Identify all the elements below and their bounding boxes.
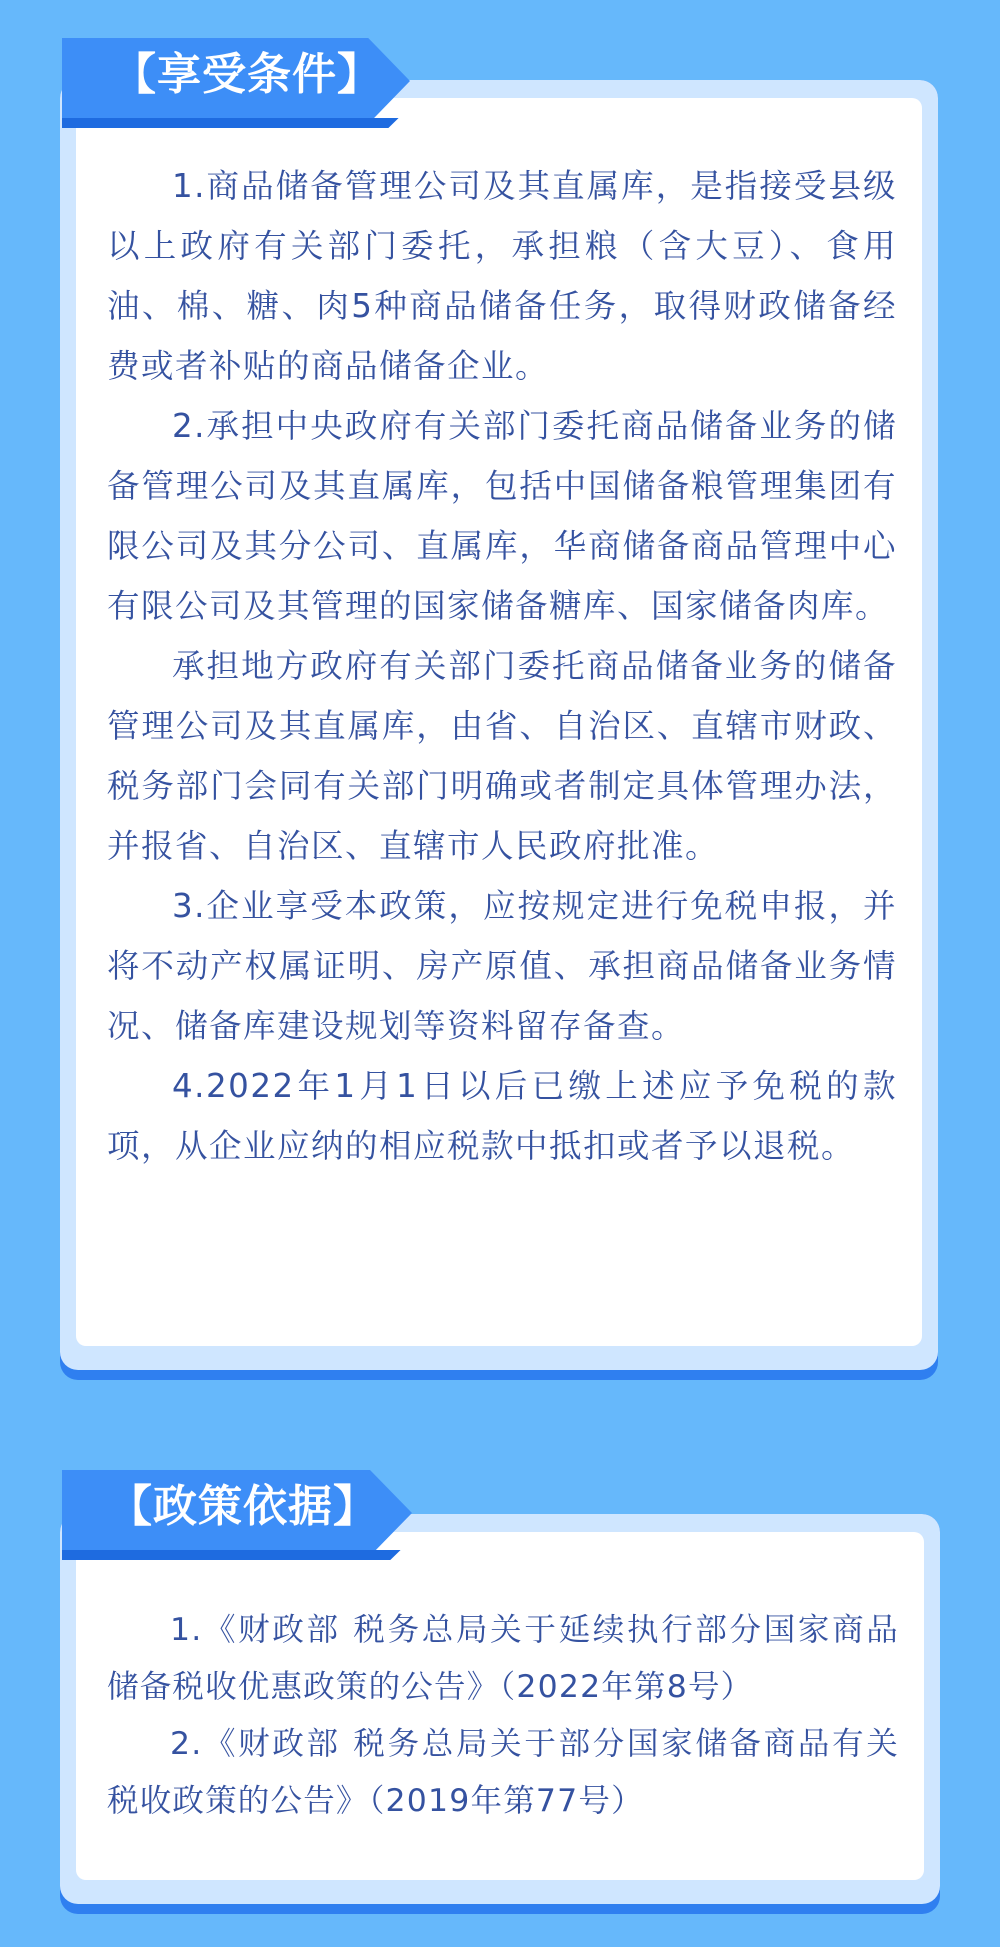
banner-underline bbox=[62, 1550, 404, 1560]
basis-title: 【政策依据】 bbox=[108, 1481, 378, 1532]
basis-paragraph-1: 1.《财政部 税务总局关于延续执行部分国家商品储备税收优惠政策的公告》（2022年第8号） bbox=[107, 1612, 899, 1705]
conditions-title: 【享受条件】 bbox=[112, 49, 382, 100]
condition-paragraph-3: 承担地方政府有关部门委托商品储备业务的储备管理公司及其直属库，由省、自治区、直辖市财政、税务部门会同有关部门明确或者制定具体管理办法，并报省、自治区、直辖市人民政府批准。 bbox=[107, 647, 897, 865]
condition-paragraph-4: 3.企业享受本政策，应按规定进行免税申报，并将不动产权属证明、房产原值、承担商品储备业务情况、储备库建设规划等资料留存备查。 bbox=[107, 887, 897, 1045]
condition-paragraph-2: 2.承担中央政府有关部门委托商品储备业务的储备管理公司及其直属库，包括中国储备粮管理集团有限公司及其分公司、直属库，华商储备商品管理中心有限公司及其管理的国家储备糖库、国家储备肉库。 bbox=[107, 407, 897, 625]
basis-paragraph-2: 2.《财政部 税务总局关于部分国家储备商品有关税收政策的公告》（2019年第77号） bbox=[107, 1726, 899, 1819]
basis-card bbox=[60, 1470, 940, 1915]
banner-underline bbox=[62, 118, 402, 128]
condition-paragraph-1: 1.商品储备管理公司及其直属库，是指接受县级以上政府有关部门委托，承担粮（含大豆）、食用油、棉、糖、肉5种商品储备任务，取得财政储备经费或者补贴的商品储备企业。 bbox=[107, 167, 897, 385]
condition-paragraph-5: 4.2022年1月1日以后已缴上述应予免税的款项，从企业应纳的相应税款中抵扣或者予以退税。 bbox=[107, 1067, 897, 1165]
basis-text bbox=[107, 1602, 899, 1830]
conditions-text bbox=[107, 156, 897, 1176]
conditions-card bbox=[60, 38, 938, 1382]
